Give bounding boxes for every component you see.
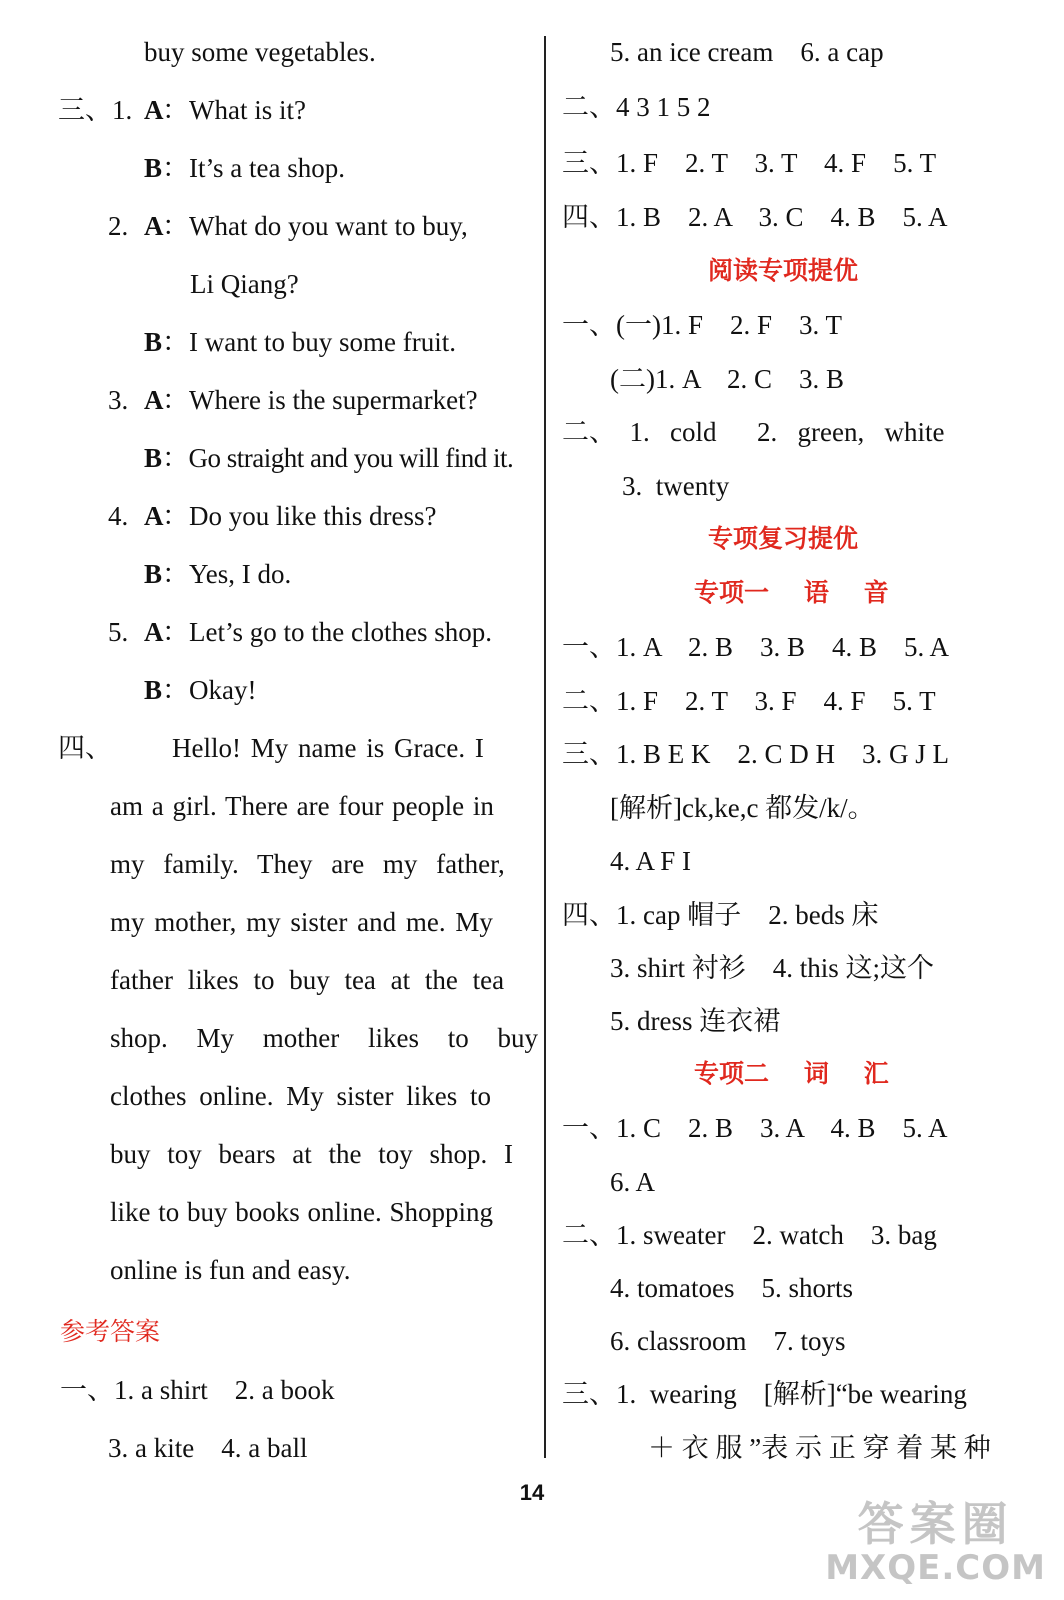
watermark-url: MXQE.COM (825, 1548, 1046, 1588)
answer-note: ＋ 衣 服 ”表 示 正 穿 着 某 种 (648, 1433, 991, 1463)
answer-line: 四、1. B 2. A 3. C 4. B 5. A (562, 202, 948, 232)
answer-line: 四、1. cap 帽子 2. beds 床 (562, 900, 879, 930)
answer-line: 5. dress 连衣裙 (610, 1006, 781, 1036)
dialogue-line: ：What is it? (162, 95, 306, 125)
item-number: 2. (108, 211, 129, 241)
item-number: 3. (108, 385, 129, 415)
answer-line: 三、1. B E K 2. C D H 3. G J L (562, 739, 950, 769)
speaker-label: A (144, 385, 164, 415)
answer-line: 3. a kite 4. a ball (108, 1433, 308, 1463)
paragraph-line: shop. My mother likes to buy (110, 1023, 538, 1053)
dialogue-line: ：Yes, I do. (162, 559, 292, 589)
speaker-label: B (144, 559, 163, 589)
speaker-label: A (144, 95, 164, 125)
dialogue-line: ：Let’s go to the clothes shop. (162, 617, 492, 647)
speaker-label: B (144, 153, 163, 183)
paragraph-line: father likes to buy tea at the tea (110, 965, 505, 995)
subsection-heading-vocabulary: 专项二 词 汇 (694, 1059, 889, 1088)
answer-line: 二、4 3 1 5 2 (562, 92, 711, 122)
paragraph-line: Hello! My name is Grace. I (172, 733, 484, 763)
dialogue-line: ：Do you like this dress? (162, 501, 437, 531)
paragraph-line: am a girl. There are four people in (110, 791, 494, 821)
page-number: 14 (519, 1480, 545, 1505)
left-line: buy some vegetables. (144, 37, 376, 67)
paragraph-line: my mother, my sister and me. My (110, 907, 493, 937)
paragraph-line: buy toy bears at the toy shop. I (110, 1139, 513, 1169)
dialogue-line: ：Where is the supermarket? (162, 385, 478, 415)
paragraph-line: online is fun and easy. (110, 1255, 351, 1285)
answer-line: 4. A F I (610, 846, 692, 876)
answer-line: 三、1. wearing [解析]“be wearing (562, 1379, 967, 1409)
dialogue-line: Li Qiang? (190, 269, 299, 299)
column-divider (544, 36, 546, 1458)
answer-line: (二)1. A 2. C 3. B (610, 364, 845, 394)
dialogue-line: ：I want to buy some fruit. (162, 327, 456, 357)
answer-line: 3. twenty (622, 471, 730, 501)
watermark (825, 1498, 1046, 1586)
speaker-label: A (144, 617, 164, 647)
section-marker: 四、 (58, 733, 112, 763)
answer-line: 一、1. C 2. B 3. A 4. B 5. A (562, 1113, 948, 1143)
dialogue-line: ：Go straight and you will find it. (162, 443, 514, 473)
speaker-label: A (144, 501, 164, 531)
speaker-label: B (144, 443, 163, 473)
watermark-logo-text: 答案圈 (857, 1497, 1014, 1551)
speaker-label: A (144, 211, 164, 241)
paragraph-line: clothes online. My sister likes to (110, 1081, 491, 1111)
answer-line: 3. shirt 衬衫 4. this 这;这个 (610, 953, 935, 983)
paragraph-line: my family. They are my father, (110, 849, 505, 879)
answer-line: 一、1. A 2. B 3. B 4. B 5. A (562, 632, 950, 662)
item-number: 5. (108, 617, 129, 647)
dialogue-line: ：What do you want to buy, (162, 211, 468, 241)
section-marker: 三、1. (58, 95, 133, 125)
answer-key-heading: 参考答案 (60, 1317, 161, 1346)
section-heading-review: 专项复习提优 (708, 524, 859, 553)
item-number: 4. (108, 501, 129, 531)
dialogue-line: ：Okay! (162, 675, 257, 705)
answer-line: 一、(一)1. F 2. F 3. T (562, 310, 843, 340)
answer-line: 二、1. sweater 2. watch 3. bag (562, 1220, 937, 1250)
paragraph-line: like to buy books online. Shopping (110, 1197, 493, 1227)
answer-line: 4. tomatoes 5. shorts (610, 1273, 853, 1303)
answer-line: 6. classroom 7. toys (610, 1326, 846, 1356)
dialogue-line: ：It’s a tea shop. (162, 153, 345, 183)
answer-line: 二、 1. cold 2. green, white (562, 417, 945, 447)
answer-line: 5. an ice cream 6. a cap (610, 37, 884, 67)
speaker-label: B (144, 675, 163, 705)
answer-line: 三、1. F 2. T 3. T 4. F 5. T (562, 148, 937, 178)
answer-line: 二、1. F 2. T 3. F 4. F 5. T (562, 686, 936, 716)
answer-line: 6. A (610, 1167, 656, 1197)
section-heading-reading: 阅读专项提优 (708, 256, 859, 285)
subsection-heading-phonics: 专项一 语 音 (694, 578, 889, 607)
answer-note: [解析]ck,ke,c 都发/k/。 (610, 793, 875, 823)
speaker-label: B (144, 327, 163, 357)
answer-line: 一、1. a shirt 2. a book (60, 1375, 335, 1405)
